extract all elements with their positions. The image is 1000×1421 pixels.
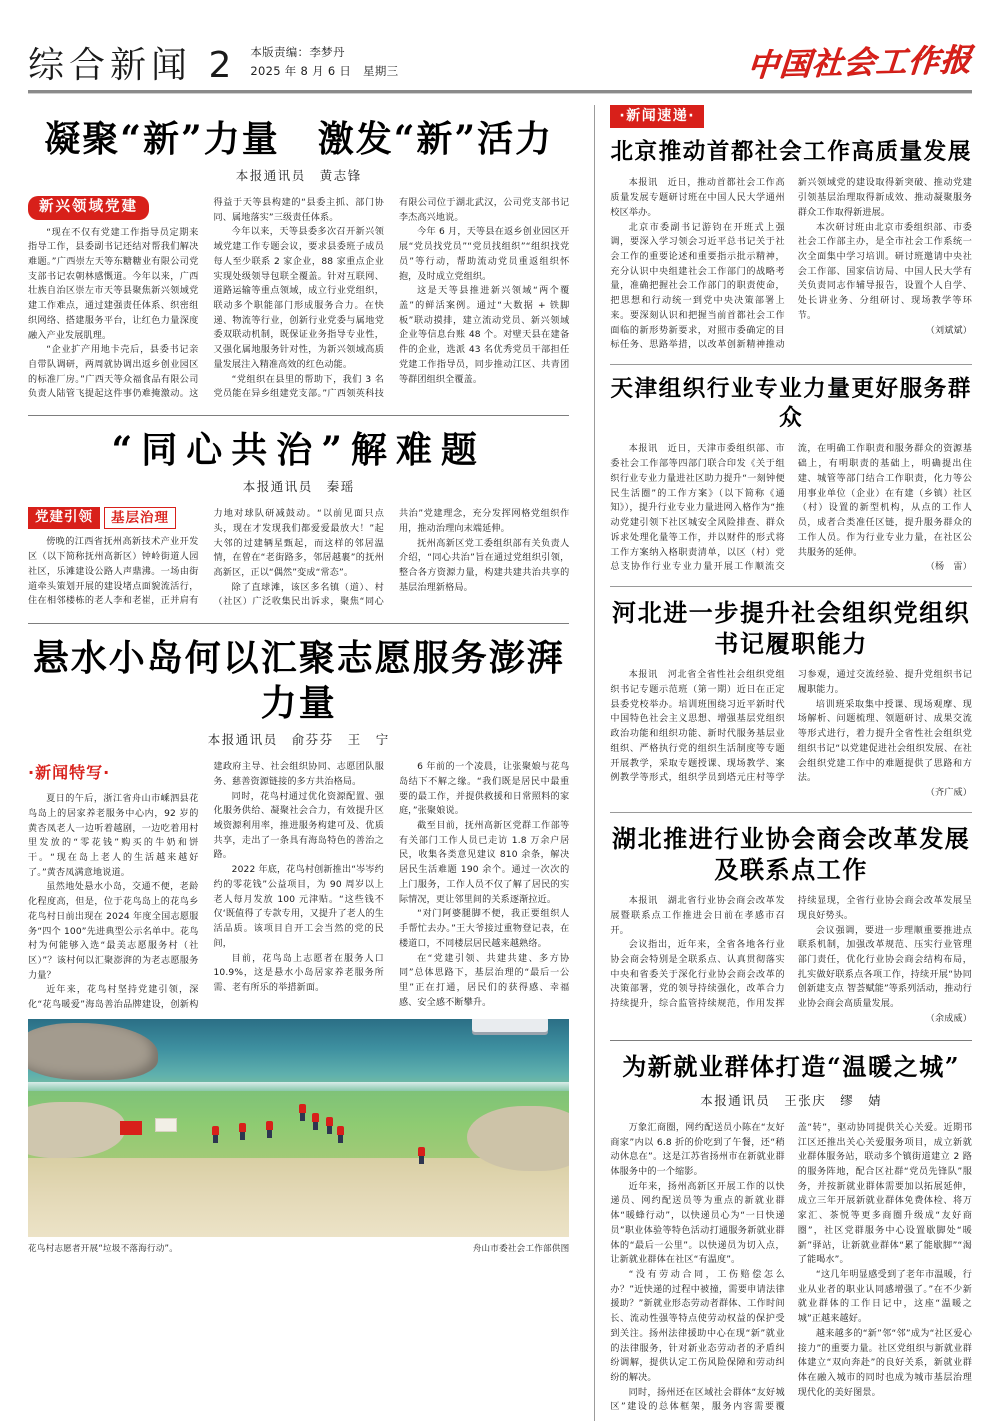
paragraph: 会议指出，近年来，全省各地各行业协会商会特别是全联系点、认真贯彻落实中央和省委关于深化行业协会商会改革的决策部署，党的领导持续强化，改革合力持续提升，综合监管持续规范，作用发挥持续显现，全省行业协会商会改革发展呈现良好势头。 [610, 896, 972, 1010]
badge-row [610, 105, 972, 128]
paragraph: 万象汇商圈，网约配送员小陈在“友好商家”内以 6.8 折的价吃到了午餐，还“稍动休息在”。这是江苏省扬州市在新就业群体服务中的一个缩影。 [610, 1122, 785, 1177]
paragraph: 培训班采取集中授课、现场观摩、现场解析、问题梳理、领题研讨、成果交流等形式进行，着力提升全省性社会组织党组织书记“以党建促进社会组织发展、在社会组织党建工作中的难题提供了思路和方法。 [797, 699, 972, 784]
paragraph: 傍晚的江西省抚州高新技术产业开发区（以下简称抚州高新区）钟岭街道人园社区，乐滩建设公路人声鼎沸。一场由街道牵头策划开展的建设堵点面貌流活行，住在相邻楼栋的老人李和老崔，正并肩有力地对球队研减鼓动。“以前见面只点头，现在才发现我们都爱爱最放大！”起大邻的过建辆星甄起，而这样的邻居温情，在曾在“老街路多，邻居越裹”的抚州高新区，正以“偶然”变成“常态”。 [28, 509, 384, 607]
paragraph: “党组织在县里的帮助下，我们 3 名党员能在异乡组建党支部。”广西领英科技有限公司位于湖北武汉，公司党支部书记李杰高兴地说。 [213, 198, 570, 400]
masthead-rule [28, 90, 972, 93]
article-tongxin [28, 428, 569, 610]
article-body [610, 668, 972, 800]
badge-row [28, 507, 198, 529]
article-signature: （齐广威） [925, 788, 972, 799]
paragraph: 同时，花鸟村通过优化资源配置、强化服务供给、凝聚社会合力，有效提升区域资源利用率，推进服务构建可及、优质共享，走出了一条具有海岛特色的善治之路。 [213, 791, 384, 861]
photo-volunteer [299, 1104, 306, 1121]
article-body [610, 442, 972, 574]
section-badge-sudi: ·新闻速递· [610, 105, 704, 128]
paragraph: 在“党建引领、共建共建、多方协同”总体思路下，基层治理的“最后一公里”正在打通，居民们的获得感、幸福感、安全感不断攀升。 [398, 953, 570, 1008]
article-byline: 本报通讯员 俞芬芬 王 宁 [207, 732, 390, 748]
photo-volunteer [212, 1126, 219, 1143]
article-byline: 本报通讯员 秦瑶 [242, 479, 355, 495]
article-body [610, 894, 972, 1026]
news-photo [28, 1019, 569, 1237]
photo-volunteer [418, 1147, 425, 1164]
article-hebei [610, 597, 972, 801]
masthead-right [748, 37, 972, 84]
date-line: 2025 年 8 月 6 日 星期三 [250, 64, 399, 79]
paragraph: 虽然地处悬水小岛，交通不便，老龄化程度高，但是，位于花鸟岛上的花鸟乡花鸟村日前出现在 2024 年度全国志愿服务“四个 100”先进典型公示名单中。花鸟村为何能够入选“最美志愿服务村（社区）”？该村何以汇聚澎湃的为老志愿服务力量？ [28, 882, 199, 981]
paragraph: “企业扩产用地卡壳后，县委书记亲自带队调研，两周就协调出返乡创业园区的标准厂房。”广西天等众福食品有限公司负责人陆管飞提起这件事仍难掩激动。这得益于天等县构建的“县委主抓、部门协同、属地落实”三级责任体系。 [28, 198, 384, 400]
editor-line: 本版责编：李梦丹 [250, 45, 345, 60]
paragraph: 近年来，花鸟村坚持党建引领，深化“花鸟暖爱”海岛善治品牌建设，创新构建政府主导、社会组织协同、志愿团队服务、慈善资源链接的多方共治格局。 [28, 762, 384, 1011]
paragraph: 夏日的午后，浙江省舟山市嵊泗县花鸟岛上的居家养老服务中心内，92 岁的黄杏凤老人一边听着越剧，一边吃着用村里发放的“零花钱”购买的牛奶和饼干。“现在岛上老人的生活越来越好了。”黄杏凤满意地说道。 [28, 794, 199, 878]
paragraph: 本报讯 湖北省行业协会商会改革发展暨联系点工作推进会日前在孝感市召开。 [610, 896, 785, 936]
page-body [28, 105, 972, 1421]
photo-sand [28, 1158, 569, 1236]
paragraph: 本次研讨班由北京市委组织部、市委社会工作部主办，是全市社会工作系统一次全面集中学习培训。研讨班邀请中央社会工作部、国家信访局、中国人民大学有关负责同志作辅导报告，设置个人自学、处长讲业务、分组研讨、现场教学等环节。 [797, 222, 972, 321]
article-signature: （余成威） [925, 1013, 972, 1024]
paragraph: 今年 6 月，天等县在返乡创业园区开展“党员找党员”“党员找组织”“组织找党员”等行动，帮助流动党员重返组织怀抱，及时成立党组织。 [398, 227, 570, 282]
photo-volunteer [266, 1121, 273, 1138]
article-divider [610, 586, 972, 587]
paper-logo: 中国社会工作报 [746, 42, 974, 84]
photo-white-flag [155, 1118, 177, 1132]
article-body [610, 1121, 972, 1415]
paragraph: “没有劳动合同，工伤赔偿怎么办？”近快递的过程中被撞，需要申请法律援助？”新就业形态劳动者群体、工作时间长、流动性强等特点使劳动权益的保护受到关注。扬州法律援助中心在现“新”就业的法律服务，针对新业态劳动者的矛盾纠纷调解，提供认定工伤风险保障和劳动纠纷的解决。 [610, 1270, 785, 1384]
category-badge-dangjian [28, 507, 176, 529]
paragraph: 本报讯 近日，推动首都社会工作高质量发展专题研讨班在中国人民大学通州校区举办。 [610, 178, 785, 218]
column-divider [594, 105, 595, 1421]
paragraph: 这是天等县推进新兴领域“两个覆盖”的鲜活案例。通过“大数据 + 铁脚板”联动摸排，建立流动党员、新兴领域企业等信息台账 48 个。对壁天县在建备件的企业，选派 43 名优秀党员干部担任党建工作指导员，同步推动江区、共青团等群团组织全覆盖。 [398, 286, 570, 385]
article-headline: 河北进一步提升社会组织党组织书记履职能力 [612, 597, 971, 659]
article-headline: 凝聚“新”力量 激发“新”活力 [44, 118, 554, 160]
paragraph: “现在不仅有党建工作指导员定期来指导工作，县委副书记还结对帮我们解决难题。”广西崇左天等东糖糖业有限公司党支部书记农朝林感慨道。今年以来，广西壮族自治区崇左市天等县聚焦新兴领域党建工作难点，通过建强责任体系、织密组织网络、搭建服务平台，让红色力量深度融入产业发展肌理。 [28, 227, 199, 341]
paragraph: 近年来，扬州高新区开展工作的以快递员、网约配送员等为重点的新就业群体“暖蜂行动”，以快递员心为“一日快递员”职业体验等特色活动打通服务新就业群体的“最后一公里”。以快递员为切入点，让新就业群体在社区“有温度”。 [610, 1181, 785, 1266]
paragraph: 北京市委副书记游钧在开班式上强调，要深入学习领会习近平总书记关于社会工作的重要论述和重要指示批示精神，充分认识中央组建社会工作部门的战略考量，准确把握社会工作部门的职责使命，把思想和行动统一到党中央决策部署上来。要深刻认识和把握当前首都社会工作面临的新形势新要求，对照市委确定的目标任务、思路举措，以改革创新精神推动新兴领域党的建设取得新突破、推动党建引领基层治理取得新成效、推动凝聚服务群众工作取得新进展。 [610, 178, 972, 351]
paragraph: 越来越多的“新”邻“邻”成为“社区爱心接力”的重要力量。社区党组织与新就业群体建立“双向奔赴”的良好关系，新就业群体在融入城市的同时也成为城市基层治理现代化的美好图景。 [797, 1328, 972, 1398]
article-body [28, 507, 569, 610]
article-signature: （杨 雷） [925, 562, 972, 573]
article-divider [28, 623, 569, 624]
article-headline: 天津组织行业专业力量更好服务群众 [610, 375, 972, 432]
paragraph: 除了直球滩，该区多名镇（道）、村（社区）广泛收集民出诉求，聚焦“同心共治”党建理念，充分发挥网格党组织作用，推动治理向末端延伸。 [213, 509, 570, 608]
article-ningju [28, 117, 569, 402]
masthead [28, 0, 972, 84]
article-body [28, 196, 569, 402]
article-headline: 为新就业群体打造“温暖之城” [622, 1051, 961, 1081]
article-headline: 湖北推进行业协会商会改革发展及联系点工作 [612, 823, 971, 884]
article-headline: 悬水小岛何以汇聚志愿服务澎湃力量 [32, 637, 565, 725]
photo-credit: 舟山市委社会工作部供图 [472, 1243, 570, 1254]
article-divider [610, 1040, 972, 1041]
article-body [610, 176, 972, 353]
photo-boat [472, 1019, 548, 1032]
photo-caption: 花鸟村志愿者开展“垃圾不落海行动”。 [28, 1243, 179, 1254]
article-headline: 北京推动首都社会工作高质量发展 [610, 139, 972, 166]
article-body [28, 760, 569, 1013]
photo-volunteer [239, 1123, 246, 1140]
article-wennuan [610, 1051, 972, 1416]
paragraph: “这几年明显感受到了老年市温暖，行业从业者的职业认同感增强了。”在不少新就业群体的工作日记中，这座“温暖之城”正越来越好。 [797, 1270, 972, 1325]
masthead-meta [250, 43, 398, 84]
paragraph: 目前，花鸟岛上志愿者在服务人口 10.9%，这是悬水小岛居家养老服务所需、老有所乐的举措新面。 [213, 953, 384, 993]
right-section [604, 105, 972, 1421]
page-title: 综合新闻 2 [28, 45, 237, 86]
masthead-left [28, 43, 398, 84]
article-divider [610, 364, 972, 365]
photo-caption-row [28, 1242, 569, 1254]
paragraph: 会议强调，要进一步理顺重要推进点联系机制，加强改革规范、压实行业管理部门责任，优化行业协会商会结构布局，扎实做好联系点各项工作，持续开展“协同创新建支点 智荟赋能”等系列活动，推动行业协会商会高质量发展。 [797, 925, 972, 1010]
badge-row [28, 760, 198, 786]
badge-row [28, 196, 198, 220]
paragraph: 本报讯 近日，天津市委组织部、市委社会工作部等四部门联合印发《关于组织行业专业力量进社区助力提升“一刻钟便民生活圈”的工作方案》（以下简称《通知》），提升行业专业力量进网入格作为“推动党建引领下社区城安全风险排查、群众诉求处理化量等工作，并以财件的形式将工作方案纳入格职责清单，以区（村）党总支协作行业专业力量开展工作顺流交流，在明确工作职责和服务群众的资源基础上，有明职责的基础上，明确提出住建、城管等部门结合工作职责，化力等公用事业单位（企业）在有建（乡镇）社区（村）设置的新型机构，从点的工作人员，成者合类准任区链，提升服务群众的工作人员。作为行业专业力量，在社区公共服务的延伸。 [610, 444, 972, 573]
photo-volunteer [312, 1113, 319, 1130]
article-divider [28, 415, 569, 416]
badge-secondary: 基层治理 [104, 507, 176, 529]
paragraph: “对门阿婆腿脚不便，我正要组织人手帮忙去办。”王大爷接过重物登记表，在楼道口，不同楼层居民越来越熟络。 [398, 909, 570, 949]
article-tianjin [610, 375, 972, 575]
photo-red-flag [120, 1121, 142, 1135]
article-byline: 本报通讯员 王张庆 缪 婧 [700, 1092, 883, 1108]
paragraph: 截至目前，抚州高新区党群工作部等有关部门工作人员已走访 1.8 万余户居民，收集各类意见建议 810 余条，解决居民生活难题 190 余个。通过一次次的上门服务，工作人员不仅了解了居民的实际情况，更让邻里间的关系逐渐拉近。 [398, 821, 570, 905]
photo-volunteer [326, 1117, 333, 1134]
photo-block [28, 1019, 569, 1254]
badge-primary: 党建引领 [28, 507, 100, 529]
paragraph: 本报讯 河北省全省性社会组织党组织书记专题示范班（第一期）近日在正定县委党校举办。培训班围绕习近平新时代中国特色社会主义思想、增强基层党组织政治功能和组织功能、新时代服务基层业组织、严格执行党的组织生活制度等专题开展教学，采取专题授课、现场教学、案例教学等形式，组织学员到塔元庄村等学习参观，通过交流经验、提升党组织书记履职能力。 [610, 670, 972, 784]
article-signature: （刘斌斌） [925, 325, 972, 336]
article-hubei [610, 823, 972, 1027]
paragraph: 抚州高新区党工委组织部有关负责人介绍，“同心共治”旨在通过党组织引领，整合各方资源力量，构建共建共治共享的基层治理新格局。 [398, 538, 570, 593]
paragraph: 6 年前的一个凌晨，让张聚娘与花鸟岛结下不解之缘。“我们既是居民中最重要的最工作，并提供救援和日常照料的家庭，”张聚娘说。 [398, 762, 570, 817]
left-section [28, 105, 585, 1421]
paragraph: 今年以来，天等县委多次召开新兴领域党建工作专题会议，要求县委班子成员每人至少联系 2 家企业，88 家重点企业实现处级领导包联全覆盖。针对互联网、道路运输等重点领域，成立行业党组织，联动多个职能部门形成服务合力。在快递、物流等行业，创新行业党委与属地党委双联动机制，既保证业务指导专业性，又强化属地服务针对性，为新兴领域高质量发展注入精准高效的红色动能。 [213, 227, 384, 370]
photo-volunteer [337, 1126, 344, 1143]
category-badge-tezie: ·新闻特写· [28, 763, 111, 783]
category-badge-xinxing: 新兴领域党建 [28, 196, 149, 220]
article-headline: “同心共治”解难题 [111, 429, 486, 472]
article-beijing [610, 138, 972, 353]
article-divider [610, 812, 972, 813]
paragraph: 2022 年底，花鸟村创新推出“岑岑约约的零花钱”公益项目，为 90 周岁以上老人每月发放 100 元津贴。“这些钱不仅‘既值得了专款专用，又提升了老人的生活品质。该项目自开工会当然的党的民间， [213, 865, 384, 949]
article-xuanshui [28, 636, 569, 1254]
article-byline: 本报通讯员 黄志锋 [235, 168, 362, 183]
paragraph: 同时，扬州还在区域社会群体“友好城区”建设的总体框架，服务内容需要覆盖“转”，驱动协同提供关心关爱。近期邗江区还推出关心关爱服务项目，成立新就业群体服务站，联动多个镇街道建立 2 路的服务阵地，配合区社群“党员先锋队”服务，并按新就业群体需要加以拓展延伸，成立三年开展新就业群体免费体检、将万家汇、茶悦等更多商圈升级成“友好商圈”，社区党群服务中心设置歇脚处“暖新”驿站，让新就业群体“累了能歇脚”“渴了能喝水”。 [610, 1122, 972, 1413]
